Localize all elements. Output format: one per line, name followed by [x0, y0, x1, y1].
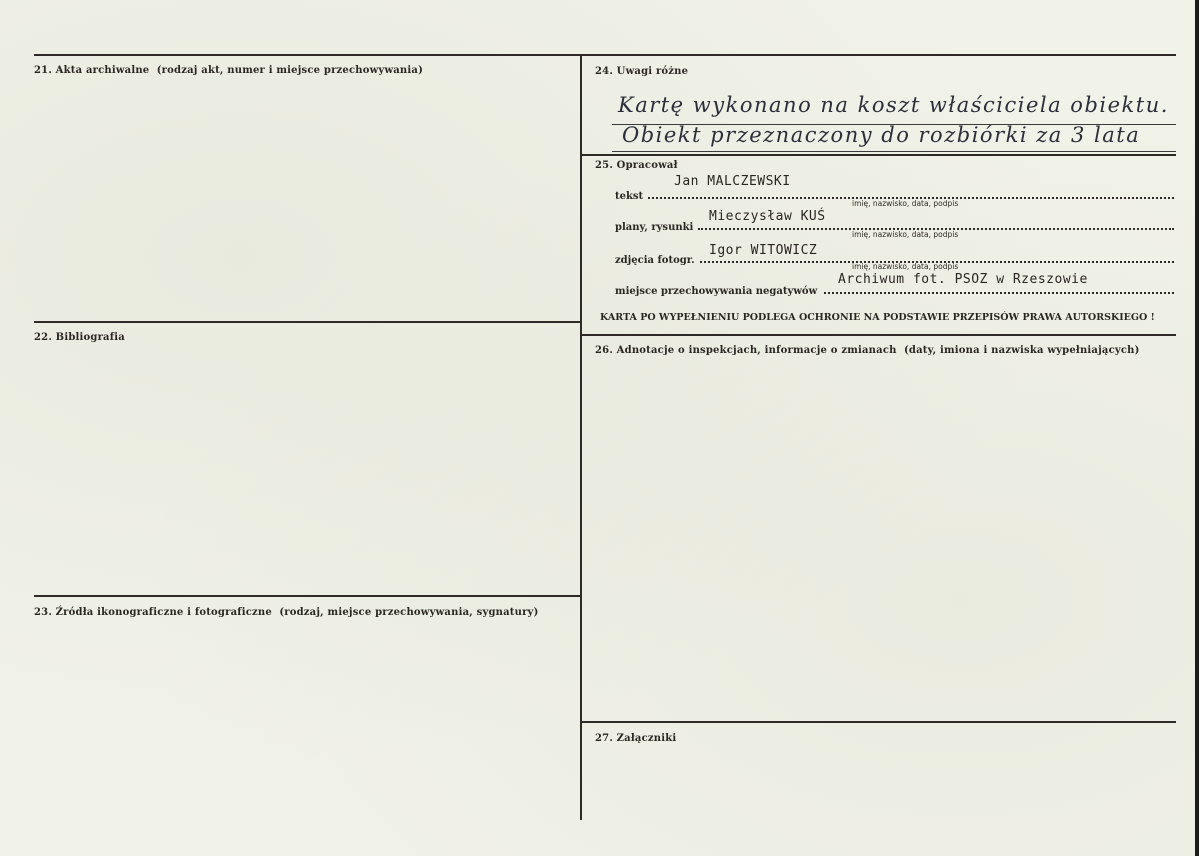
section-23-title: 23. Źródła ikonograficzne i fotograficzne — [34, 607, 272, 618]
photos-author-label: zdjęcia fotogr. — [615, 255, 695, 266]
author-text-label: tekst — [615, 191, 644, 202]
section-26-heading — [595, 345, 1140, 356]
rule-23-top — [34, 595, 582, 597]
author-text-hint: imię, nazwisko, data, podpis — [852, 199, 959, 208]
center-divider — [580, 54, 582, 820]
drawings-author-value: Mieczysław KUŚ — [709, 209, 826, 224]
section-25-heading — [595, 160, 678, 171]
section-24-title: 24. Uwagi różne — [595, 66, 689, 77]
section-23-subtitle: (rodzaj, miejsce przechowywania, sygnatury) — [279, 607, 539, 618]
section-27-title: 27. Załączniki — [595, 733, 677, 744]
rule-27-top — [582, 721, 1176, 723]
photos-author-hint: imię, nazwisko, data, podpis — [852, 262, 959, 271]
section-23-heading — [34, 607, 539, 618]
copyright-notice: KARTA PO WYPEŁNIENIU PODLEGA OCHRONIE NA PODSTAWIE PRZEPISÓW PRAWA AUTORSKIEGO ! — [600, 312, 1155, 323]
handwriting-underline-2 — [612, 151, 1176, 152]
negatives-location-value: Archiwum fot. PSOZ w Rzeszowie — [838, 272, 1088, 287]
author-text-value: Jan MALCZEWSKI — [674, 174, 791, 189]
section-26-subtitle: (daty, imiona i nazwiska wypełniających) — [903, 345, 1140, 356]
rule-25-top — [582, 154, 1176, 156]
top-rule — [34, 54, 1176, 56]
section-25-title: 25. Opracował — [595, 160, 678, 171]
rule-26-top — [582, 334, 1176, 336]
section-22-title: 22. Bibliografia — [34, 332, 125, 343]
section-24-heading — [595, 66, 688, 77]
section-26-title: 26. Adnotacje o inspekcjach, informacje o zmianach — [595, 345, 897, 356]
section-22-heading — [34, 332, 125, 343]
drawings-author-hint: imię, nazwisko, data, podpis — [852, 230, 959, 239]
section-21-title: 21. Akta archiwalne — [34, 65, 150, 76]
section-21-heading — [34, 65, 423, 76]
section-21-subtitle: (rodzaj akt, numer i miejsce przechowywania) — [156, 65, 424, 76]
negatives-location-line — [824, 292, 1174, 294]
drawings-author-label: plany, rysunki — [615, 222, 694, 233]
handwritten-note-line-2: Obiekt przeznaczony do rozbiórki za 3 lata — [622, 123, 1141, 147]
negatives-location-label: miejsce przechowywania negatywów — [615, 286, 818, 297]
rule-22-top — [34, 321, 582, 323]
section-27-heading — [595, 733, 676, 744]
handwritten-note-line-1: Kartę wykonano na koszt właściciela obiektu. — [618, 93, 1169, 117]
card-edge — [1195, 0, 1199, 856]
photos-author-value: Igor WITOWICZ — [709, 243, 818, 258]
